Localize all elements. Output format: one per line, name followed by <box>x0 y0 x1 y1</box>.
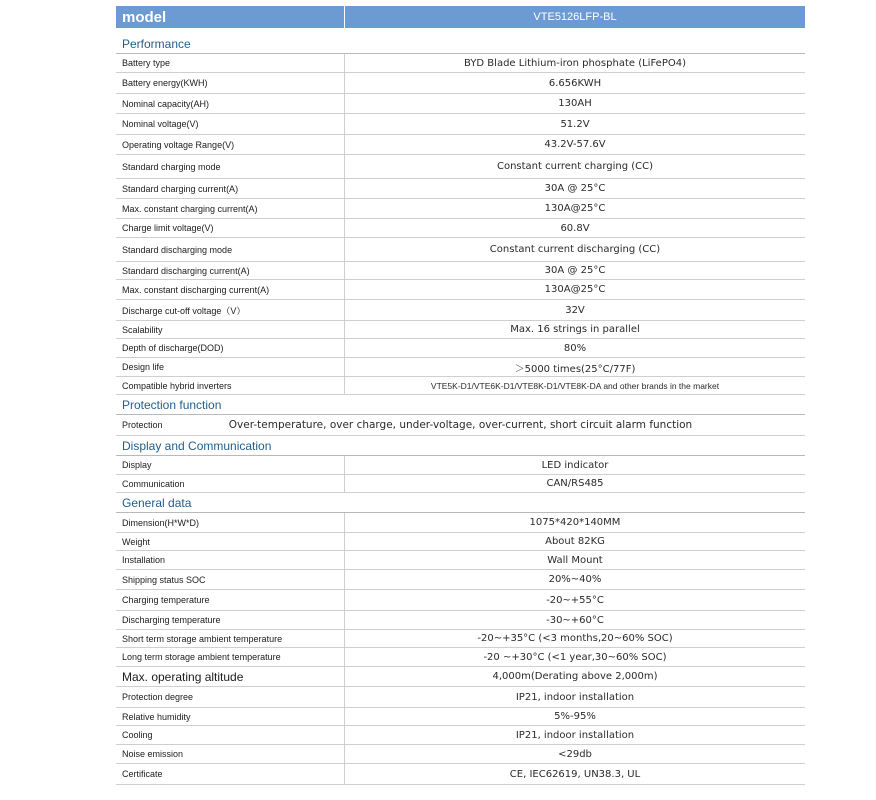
spec-row <box>116 377 805 395</box>
model-header <box>116 6 805 28</box>
spec-label: Charging temperature <box>122 595 210 605</box>
spec-value: LED indicator <box>541 459 609 471</box>
spec-value: Wall Mount <box>547 554 603 566</box>
spec-label: Dimension(H*W*D) <box>122 517 200 528</box>
section-performance <box>116 28 805 54</box>
spec-row <box>116 513 805 533</box>
spec-row <box>116 630 805 648</box>
spec-label: Display <box>122 460 152 470</box>
spec-value: -20~+35°C (<3 months,20~60% SOC) <box>477 633 673 644</box>
spec-value: 6.656KWH <box>548 77 602 89</box>
spec-label: Short term storage ambient temperature <box>122 633 283 644</box>
spec-label: Design life <box>122 362 165 372</box>
spec-label: Installation <box>122 555 166 565</box>
spec-row <box>116 339 805 358</box>
spec-label: Protection degree <box>122 692 194 702</box>
spec-value: <29db <box>558 748 592 760</box>
spec-value: 80% <box>563 342 587 354</box>
spec-value: 60.8V <box>560 222 590 234</box>
spec-value: 1075*420*140MM <box>529 517 621 528</box>
spec-label: Noise emission <box>122 749 184 759</box>
spec-label: Certificate <box>122 769 163 779</box>
spec-label: Relative humidity <box>122 711 191 722</box>
spec-label: Standard discharging mode <box>122 244 233 255</box>
section-general <box>116 493 805 513</box>
spec-row <box>116 238 805 262</box>
spec-value: 30A @ 25°C <box>544 265 606 276</box>
spec-label: Discharging temperature <box>122 615 221 625</box>
spec-value: 130AH <box>558 98 592 109</box>
spec-row <box>116 667 805 687</box>
spec-value: -20 ~+30°C (<1 year,30~60% SOC) <box>483 651 667 663</box>
spec-value: ＞5000 times(25°C/77F) <box>514 363 636 375</box>
spec-row <box>116 456 805 475</box>
model-label: model <box>122 8 167 26</box>
spec-row <box>116 611 805 630</box>
spec-row <box>116 358 805 377</box>
spec-label: Protection <box>122 420 163 430</box>
spec-row <box>116 764 805 785</box>
spec-value: -30~+60°C <box>546 614 604 626</box>
spec-label: Max. constant charging current(A) <box>122 203 258 214</box>
spec-value: 32V <box>565 304 585 316</box>
spec-row <box>116 54 805 73</box>
spec-value: Constant current discharging (CC) <box>489 244 661 255</box>
spec-label: Max. operating altitude <box>122 669 244 684</box>
spec-value: -20~+55°C <box>546 594 604 606</box>
spec-row <box>116 300 805 321</box>
spec-value: 20%~40% <box>548 574 602 585</box>
section-title: General data <box>122 496 192 510</box>
spec-value: BYD Blade Lithium-iron phosphate (LiFePO4) <box>464 57 686 69</box>
spec-label: Operating voltage Range(V) <box>122 139 235 150</box>
spec-value: 51.2V <box>560 118 590 130</box>
spec-label: Max. constant discharging current(A) <box>122 284 270 295</box>
spec-label: Cooling <box>122 730 153 740</box>
spec-row <box>116 551 805 570</box>
section-title: Protection function <box>122 398 222 412</box>
spec-row <box>116 321 805 339</box>
spec-label: Discharge cut-off voltage（V） <box>122 305 246 316</box>
spec-label: Battery energy(KWH) <box>122 78 208 88</box>
spec-label: Standard charging current(A) <box>122 183 239 194</box>
spec-row <box>116 687 805 708</box>
spec-value: 130A@25°C <box>544 203 606 214</box>
section-protection <box>116 395 805 415</box>
spec-row <box>116 475 805 493</box>
spec-row <box>116 745 805 764</box>
spec-value: Max. 16 strings in parallel <box>510 324 640 335</box>
spec-label: Scalability <box>122 324 163 335</box>
spec-label: Compatible hybrid inverters <box>122 380 232 391</box>
spec-label: Nominal capacity(AH) <box>122 98 210 109</box>
spec-value: Over-temperature, over charge, under-voltage, over-current, short circuit alarm function <box>228 419 693 431</box>
spec-row <box>116 570 805 590</box>
spec-label: Shipping status SOC <box>122 574 206 585</box>
spec-value: CE, IEC62619, UN38.3, UL <box>509 768 641 780</box>
spec-value: 43.2V-57.6V <box>544 139 606 150</box>
spec-row <box>116 262 805 280</box>
spec-row <box>116 533 805 551</box>
section-title: Performance <box>122 37 191 51</box>
spec-row <box>116 199 805 219</box>
spec-value: Constant current charging (CC) <box>496 161 654 172</box>
spec-label: Weight <box>122 536 150 547</box>
spec-row <box>116 135 805 155</box>
spec-value: IP21, indoor installation <box>515 729 635 741</box>
spec-label: Battery type <box>122 58 171 68</box>
spec-label: Charge limit voltage(V) <box>122 223 214 233</box>
spec-label: Depth of discharge(DOD) <box>122 343 224 353</box>
spec-value: 130A@25°C <box>544 284 606 295</box>
spec-row <box>116 726 805 745</box>
spec-row <box>116 280 805 300</box>
spec-row <box>116 648 805 667</box>
spec-label: Standard discharging current(A) <box>122 265 250 276</box>
spec-value: CAN/RS485 <box>546 478 604 489</box>
spec-value: IP21, indoor installation <box>515 691 635 703</box>
spec-label: Nominal voltage(V) <box>122 119 199 129</box>
section-title: Display and Communication <box>122 439 272 453</box>
spec-value: 30A @ 25°C <box>544 183 606 194</box>
spec-row <box>116 179 805 199</box>
model-value: VTE5126LFP-BL <box>533 11 617 23</box>
spec-label: Standard charging mode <box>122 161 221 172</box>
spec-label: Communication <box>122 478 185 489</box>
spec-row <box>116 155 805 179</box>
spec-row <box>116 708 805 726</box>
section-display <box>116 436 805 456</box>
spec-label: Long term storage ambient temperature <box>122 652 281 662</box>
spec-value: VTE5K-D1/VTE6K-D1/VTE8K-D1/VTE8K-DA and other brands in the market <box>430 380 720 391</box>
spec-value: About 82KG <box>545 536 605 547</box>
spec-value: 4,000m(Derating above 2,000m) <box>492 671 658 682</box>
spec-row <box>116 415 805 436</box>
spec-row <box>116 114 805 135</box>
spec-row <box>116 219 805 238</box>
spec-row <box>116 94 805 114</box>
spec-row <box>116 73 805 94</box>
spec-row <box>116 590 805 611</box>
spec-value: 5%-95% <box>554 711 596 722</box>
